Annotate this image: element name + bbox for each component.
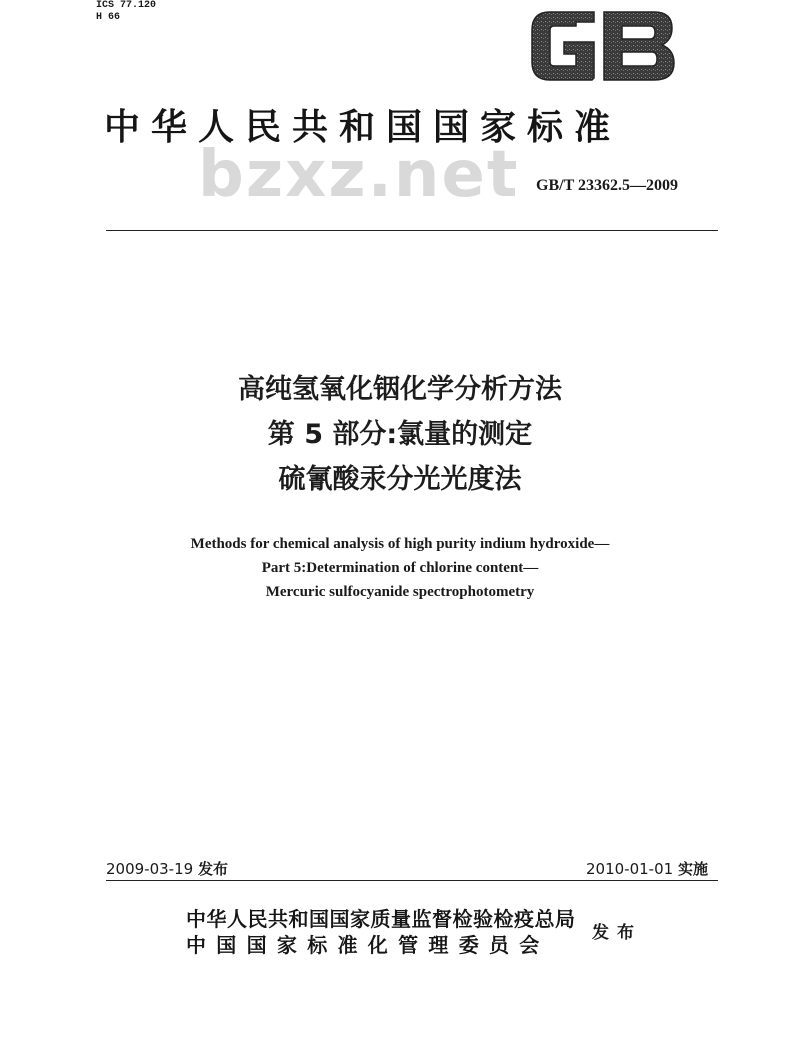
bottom-divider bbox=[106, 880, 718, 881]
issue-label: 发布 bbox=[197, 860, 228, 878]
cn-title-line-3: 硫氰酸汞分光光度法 bbox=[278, 464, 522, 495]
top-divider bbox=[106, 230, 718, 231]
watermark: bzxz.net bbox=[198, 138, 520, 212]
issuer-org-1: 中华人民共和国国家质量监督检验检疫总局 bbox=[186, 907, 576, 931]
implement-date: 2010-01-01 bbox=[586, 860, 674, 878]
issuer-org-2: 中国国家标准化管理委员会 bbox=[186, 933, 550, 957]
issue-date-block bbox=[106, 858, 228, 879]
implement-label: 实施 bbox=[677, 860, 708, 878]
en-title-line-1: Methods for chemical analysis of high purity indium hydroxide— bbox=[190, 536, 610, 552]
issue-date: 2009-03-19 bbox=[106, 860, 194, 878]
standard-number: GB/T 23362.5—2009 bbox=[536, 177, 678, 194]
cn-title-line-2: 第 5 部分:氯量的测定 bbox=[267, 419, 533, 450]
implement-date-block bbox=[586, 858, 708, 879]
cn-title-line-1: 高纯氢氧化铟化学分析方法 bbox=[238, 374, 562, 405]
gb-logo bbox=[528, 8, 678, 84]
ccs-code: H 66 bbox=[96, 12, 121, 23]
classification-codes bbox=[96, 0, 156, 24]
en-title-line-2: Part 5:Determination of chlorine content— bbox=[261, 560, 539, 576]
publish-label: 发布 bbox=[592, 923, 642, 943]
ics-code: ICS 77.120 bbox=[96, 0, 157, 11]
en-title-line-3: Mercuric sulfocyanide spectrophotometry bbox=[265, 584, 535, 600]
standard-type-title: 中华人民共和国国家标准 bbox=[104, 107, 622, 148]
